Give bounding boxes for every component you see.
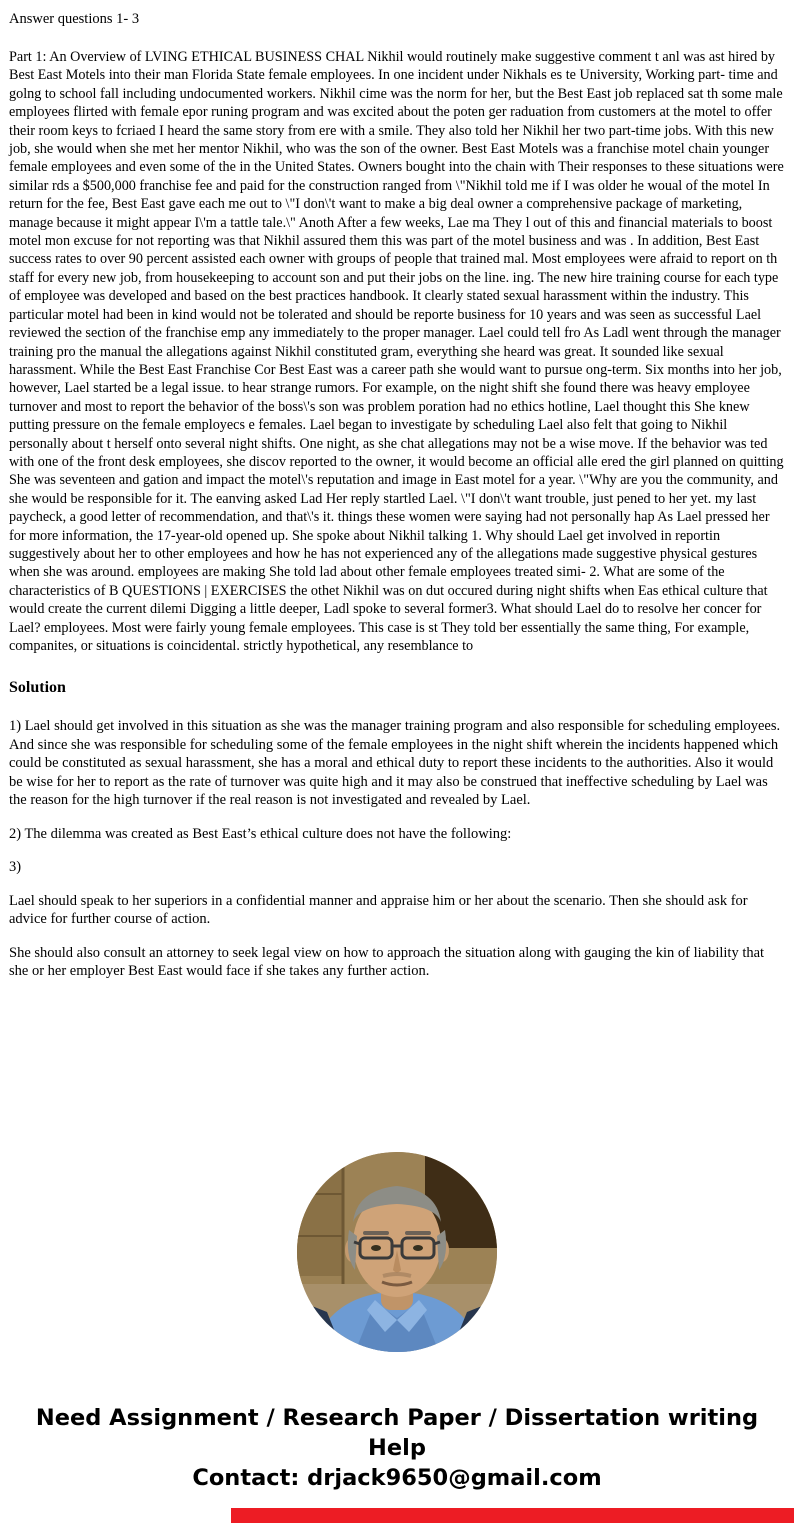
promo-contact-email: Contact: drjack9650@gmail.com <box>192 1465 602 1491</box>
solution-paragraph-1: 1) Lael should get involved in this situation as she was the manager training program and also responsible for scheduling employees. And since she was responsible for scheduling some of the female employees in the night shift wherein the incidents happened which could be constituted as sexual harassment, she has a moral and ethical duty to report these incidents to the authorities. Also it would be wise for her to report as the rate of turnover was quite high and it may also be construed that ineffective scheduling by Lael was the reason for the high turnover if the real reason is not investigated and revealed by Lael. <box>9 718 781 809</box>
tutor-avatar-photo <box>297 1152 497 1352</box>
case-study-text: Part 1: An Overview of LVING ETHICAL BUSINESS CHAL Nikhil would routinely make suggestive comment t anl was ast hired by Best East Motels into their man Florida State female employees. In one incident under Nikhals es te University, Working part- time and golng to school fall including undocumented workers. Nikhil cime was the norm for her, but the Best East job replaced sat th some male employees flirted with female epor runing program and was excited about the poten ger raduation from customers at the motel to offer their room keys to fcriaed I heard the same story from ere with a smile. They also told her Nikhil her two part-time jobs. With this new job, she would when she met her mentor Nikhil, who was the son of the owner. Best East Motels was a franchise motel chain younger female employees and even some of the in the United States. Owners bought into the chain with Their responses to these situations were similar rds a $500,000 franchise fee and paid for the construction ranged from \"Nikhil told me if I was older he woual of the motel In return for the fee, Best East gave each me out to \"I don\'t want to make a big deal owner a comprehensive package of marketing, manage because it might appear I\'m a tattle tale.\" Anoth After a few weeks, Lae ma They l out of this and financial materials to boost motel mon excuse for not reporting was that Nikhil assured them this was part of the motel business and was . In addition, Best East success rates to over 90 percent assisted each owner with groups of people that trained mal. Most employees were afraid to report on th staff for every new job, from housekeeping to account son and put their jobs on the line. ing. The new hire training course for each type of employee was developed and based on the best practices handbook. It clearly stated sexual harassment within the industry. This particular motel had been in kind would not be tolerated and should be reporte business for 10 years and was seen as successful Lael reviewed the section of the franchise emp any immediately to the proper manager. Lael could tell fro As Ladl went through the manager training pro the manual the allegations against Nikhil constituted gram, everything she heard was great. It sounded like sexual harassment. While the Best East Franchise Cor Best East was a career path she would want to pursue ong-term. Six months into her job, however, Lael started be a legal issue. to hear strange rumors. For example, on the night shift she found there was heavy employee turnover and most to report the behavior of the boss\'s son was problem poration had no ethics hotline, Lael thought this She knew putting pressure on the female employecs e females. Lael began to investigate by scheduling Lael also felt that going to Nikhil personally about t herself onto several night shifts. One night, as she chat allegations may not be a wise move. If the behavior was ted with one of the front desk employees, she discov reported to the owner, it would become an official alle ered the girl planned on quitting She was seventeen and gation and impact the motel\'s reputation and image in East motel for a year. \"Why are you the community, and she would be responsible for it. The eanving asked Lad Her reply startled Lael. \"I don\'t want trouble, just pened to her yet. my last paycheck, a good letter of recommendation, and that\'s it. things these women were saying had not personally hap As Lael pressed her for more information, the 17-year-old opened up. She spoke about Nikhil talking 1. Why should Lael get involved in reportin suggestively about her to other employees and how he has not experienced any of the allegations made suggestive physical gestures when she was around. employees are making She told lad about other female employees treated simi- 2. What are some of the characteristics of B QUESTIONS | EXERCISES the othet Nikhil was on dut occured during night shifts when Eas ethical culture that would create the current dilemi Digging a little deeper, Ladl spoke to several former3. What should Lael do to resolve her concer for Lael? employees. Most were fairly young female employees. This case is st They told ber essentially the same thing, For example, companites, or situations is coincidental. strictly hypothetical, any resemblance to <box>9 49 784 654</box>
page-title: Answer questions 1- 3 <box>9 11 140 27</box>
solution-paragraph-4: Lael should speak to her superiors in a confidential manner and appraise him or her about the scenario. Then she should ask for advice for further course of action. <box>9 892 748 928</box>
solution-paragraph-5: She should also consult an attorney to seek legal view on how to approach the situation along with gauging the kin of liability that she or her employer Best East would face if she takes any further action. <box>9 944 765 980</box>
solution-heading: Solution <box>9 679 66 697</box>
solution-paragraph-2: 2) The dilemma was created as Best East’s ethical culture does not have the following: <box>9 825 512 842</box>
solution-paragraph-3: 3) <box>9 859 22 876</box>
promo-footer <box>0 1403 794 1493</box>
promo-help-text: Need Assignment / Research Paper / Dissertation writing Help <box>35 1405 759 1461</box>
elderly-man-portrait-icon <box>297 1152 497 1352</box>
red-bottom-banner <box>231 1508 794 1523</box>
